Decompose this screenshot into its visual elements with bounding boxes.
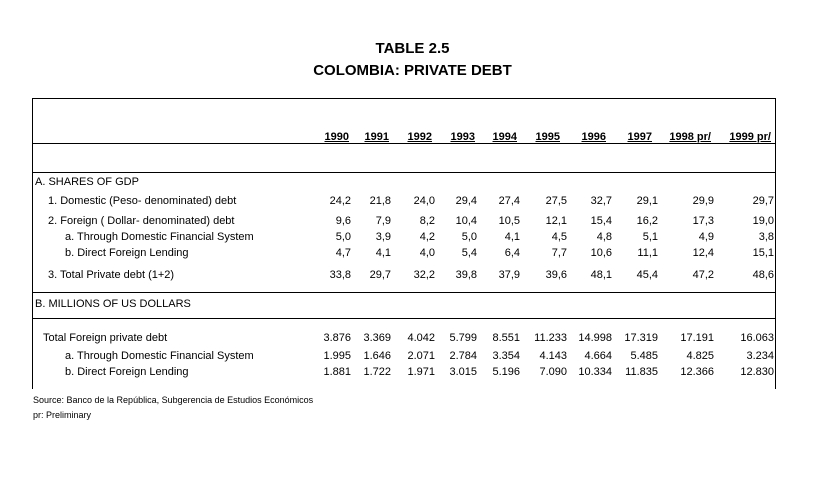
table-cell: 4.664 [584, 350, 612, 362]
preliminary-note: pr: Preliminary [33, 410, 92, 420]
table-frame [32, 98, 776, 389]
table-cell: 27,5 [545, 195, 567, 207]
table-cell: 32,2 [413, 269, 435, 281]
table-cell: 24,0 [413, 195, 435, 207]
table-cell: 2.784 [449, 350, 477, 362]
row-label: A. SHARES OF GDP [35, 176, 139, 188]
table-cell: 11.835 [625, 366, 658, 378]
table-cell: 15,1 [752, 247, 774, 259]
table-cell: 1.646 [363, 350, 391, 362]
table-cell: 27,4 [498, 195, 520, 207]
section-rule-b [32, 318, 776, 319]
section-rule-mid [32, 292, 776, 293]
table-cell: 12,1 [545, 215, 567, 227]
table-cell: 3.234 [746, 350, 774, 362]
table-cell: 10,5 [498, 215, 520, 227]
table-cell: 1.722 [363, 366, 391, 378]
row-label: 1. Domestic (Peso- denominated) debt [48, 195, 237, 207]
table-cell: 11,1 [637, 247, 658, 259]
table-cell: 1.881 [323, 366, 351, 378]
table-cell: 17.191 [680, 332, 714, 344]
table-cell: 4,8 [596, 231, 612, 243]
year-header: 1991 [364, 131, 389, 143]
table-cell: 4.825 [686, 350, 714, 362]
row-label: 3. Total Private debt (1+2) [48, 269, 175, 281]
table-cell: 5,4 [461, 247, 477, 259]
table-cell: 11.233 [534, 332, 567, 344]
row-label: 2. Foreign ( Dollar- denominated) debt [48, 215, 235, 227]
row-label: b. Direct Foreign Lending [65, 247, 189, 259]
table-subtitle: COLOMBIA: PRIVATE DEBT [313, 62, 512, 79]
table-cell: 29,7 [369, 269, 391, 281]
table-cell: 5.485 [630, 350, 658, 362]
year-header: 1990 [324, 131, 349, 143]
table-title: TABLE 2.5 [375, 40, 450, 57]
table-cell: 39,8 [455, 269, 477, 281]
table-cell: 3.015 [449, 366, 477, 378]
row-label: a. Through Domestic Financial System [65, 350, 254, 362]
table-cell: 3.354 [492, 350, 520, 362]
table-cell: 4,0 [419, 247, 435, 259]
table-cell: 2.071 [407, 350, 435, 362]
table-cell: 4.143 [539, 350, 567, 362]
table-cell: 5.196 [492, 366, 520, 378]
table-cell: 6,4 [504, 247, 520, 259]
table-cell: 1.971 [407, 366, 435, 378]
table-cell: 21,8 [369, 195, 391, 207]
table-cell: 10,4 [455, 215, 477, 227]
table-cell: 48,6 [752, 269, 774, 281]
table-cell: 12.830 [740, 366, 774, 378]
table-cell: 3,8 [758, 231, 774, 243]
table-cell: 29,7 [752, 195, 774, 207]
year-header: 1992 [407, 131, 432, 143]
table-cell: 3.369 [363, 332, 391, 344]
table-cell: 14.998 [578, 332, 612, 344]
table-cell: 15,4 [590, 215, 612, 227]
table-cell: 5,0 [461, 231, 477, 243]
table-cell: 4.042 [407, 332, 435, 344]
source-note: Source: Banco de la República, Subgerencia de Estudios Económicos [33, 395, 314, 405]
table-cell: 3,9 [375, 231, 391, 243]
table-cell: 19,0 [752, 215, 774, 227]
table-cell: 10.334 [578, 366, 612, 378]
year-header: 1996 [581, 131, 606, 143]
table-cell: 37,9 [498, 269, 520, 281]
table-cell: 4,2 [419, 231, 435, 243]
table-cell: 8,2 [419, 215, 435, 227]
table-cell: 16.063 [740, 332, 774, 344]
table-cell: 16,2 [636, 215, 658, 227]
table-cell: 39,6 [545, 269, 567, 281]
table-cell: 47,2 [692, 269, 714, 281]
year-header: 1994 [492, 131, 517, 143]
table-cell: 17,3 [692, 215, 714, 227]
table-cell: 29,4 [455, 195, 477, 207]
table-cell: 8.551 [492, 332, 520, 344]
table-cell: 48,1 [590, 269, 612, 281]
table-cell: 12,4 [692, 247, 714, 259]
table-cell: 10,6 [590, 247, 612, 259]
year-header: 1999 pr/ [729, 131, 771, 143]
table-cell: 32,7 [590, 195, 612, 207]
table-cell: 4,1 [375, 247, 391, 259]
table-cell: 1.995 [323, 350, 351, 362]
row-label: a. Through Domestic Financial System [65, 231, 254, 243]
table-cell: 5.799 [449, 332, 477, 344]
table-cell: 33,8 [329, 269, 351, 281]
row-label: Total Foreign private debt [43, 332, 168, 344]
table-cell: 7,7 [551, 247, 567, 259]
row-label: b. Direct Foreign Lending [65, 366, 189, 378]
section-rule-top [32, 172, 776, 173]
header-rule [32, 143, 776, 144]
year-header: 1997 [627, 131, 652, 143]
row-label: B. MILLIONS OF US DOLLARS [35, 298, 191, 310]
table-cell: 17.319 [624, 332, 658, 344]
table-cell: 7.090 [539, 366, 567, 378]
table-cell: 3.876 [323, 332, 351, 344]
table-cell: 5,0 [335, 231, 351, 243]
table-cell: 29,1 [636, 195, 658, 207]
table-cell: 5,1 [642, 231, 658, 243]
table-cell: 45,4 [636, 269, 658, 281]
year-header: 1998 pr/ [669, 131, 711, 143]
table-cell: 29,9 [692, 195, 714, 207]
table-cell: 4,9 [698, 231, 714, 243]
year-header: 1993 [450, 131, 475, 143]
table-cell: 7,9 [375, 215, 391, 227]
table-cell: 4,7 [335, 247, 351, 259]
table-cell: 4,5 [551, 231, 567, 243]
table-cell: 24,2 [329, 195, 351, 207]
table-cell: 12.366 [680, 366, 714, 378]
year-header: 1995 [535, 131, 560, 143]
table-cell: 9,6 [335, 215, 351, 227]
table-cell: 4,1 [504, 231, 520, 243]
